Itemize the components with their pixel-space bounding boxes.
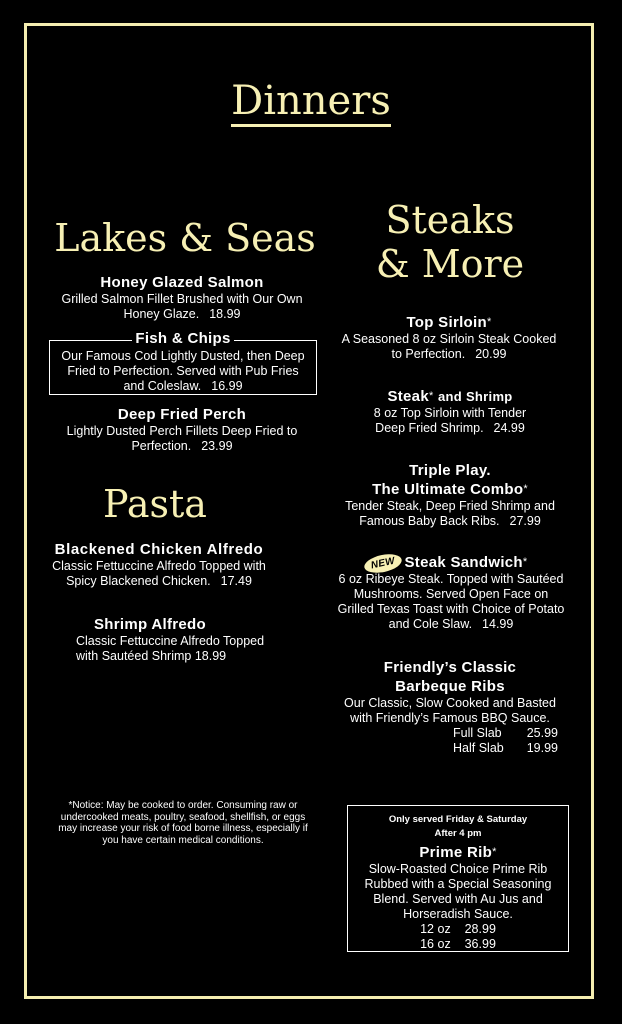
item-desc: Tender Steak, Deep Fried Shrimp and Famous Baby Back Ribs. — [345, 499, 555, 528]
asterisk: * — [492, 846, 497, 858]
asterisk: * — [523, 483, 528, 495]
price-option — [336, 726, 558, 741]
menu-item-top-sirloin — [336, 313, 562, 362]
option-price: 28.99 — [464, 922, 496, 936]
menu-item-deep-fried-perch — [50, 405, 314, 454]
item-price: 24.99 — [493, 421, 525, 435]
item-desc: Classic Fettuccine Alfredo Topped with Sautéed Shrimp — [76, 634, 265, 663]
item-name: Steak Sandwich — [404, 554, 523, 571]
asterisk: * — [522, 556, 528, 568]
price-option — [348, 922, 568, 937]
option-price: 19.99 — [526, 741, 558, 755]
item-name-line: Barbeque Ribs — [395, 678, 505, 695]
time-note: After 4 pm — [434, 828, 482, 839]
item-price: 20.99 — [475, 347, 507, 361]
menu-item-fish-chips — [49, 330, 317, 395]
menu-item-triple-play — [336, 461, 564, 529]
item-desc: 6 oz Ribeye Steak. Topped with Sautéed Mushrooms. Served Open Face on Grilled Texas Toast with Choice of Potato and Cole Slaw. — [337, 572, 565, 631]
item-price: 16.99 — [211, 379, 243, 393]
page-title: Dinners — [0, 78, 622, 124]
item-name: Prime Rib — [419, 844, 493, 861]
item-price: 17.49 — [220, 574, 252, 588]
item-name: Shrimp Alfredo — [94, 616, 206, 633]
item-desc: Grilled Salmon Fillet Brushed with Our Own Honey Glaze. — [61, 292, 303, 321]
lakes-seas-heading: Lakes & Seas — [54, 216, 316, 260]
prime-rib-box — [347, 805, 569, 952]
item-name: Top Sirloin — [406, 314, 487, 331]
item-name-suffix: and Shrimp — [438, 389, 513, 404]
item-desc: Slow-Roasted Choice Prime Rib Rubbed with a Special Seasoning Blend. Served with Au Jus and Horseradish Sauce. — [364, 862, 552, 921]
heading-line: Steaks — [385, 198, 515, 242]
menu-item-bbq-ribs — [336, 658, 564, 756]
item-name: Honey Glazed Salmon — [100, 274, 264, 291]
menu-item-steak-sandwich — [334, 553, 568, 632]
option-label: 16 oz — [420, 937, 451, 951]
food-safety-notice: *Notice: May be cooked to order. Consuming raw or undercooked meats, poultry, seafood, shellfish, or eggs may increase your risk of food borne illness, especially if you have certain medical conditions. — [58, 800, 308, 846]
item-name: Steak — [387, 388, 429, 405]
option-label: 12 oz — [420, 922, 451, 936]
pasta-heading: Pasta — [103, 482, 207, 526]
option-label: Half Slab — [453, 741, 504, 755]
option-label: Full Slab — [453, 726, 502, 740]
menu-item-shrimp-alfredo — [70, 615, 280, 664]
item-name-line: Triple Play. — [409, 462, 491, 479]
item-name: Deep Fried Perch — [117, 406, 247, 423]
item-desc: Our Classic, Slow Cooked and Basted with Friendly’s Famous BBQ Sauce. — [344, 696, 556, 725]
price-option — [336, 741, 558, 756]
item-price: 23.99 — [201, 439, 233, 453]
asterisk: * — [428, 390, 434, 402]
new-badge-icon: NEW — [363, 551, 404, 576]
price-option — [348, 937, 568, 952]
menu-item-blackened-chicken-alfredo — [44, 540, 274, 589]
asterisk: * — [486, 316, 492, 328]
item-name: Fish & Chips — [132, 330, 233, 347]
item-desc: Lightly Dusted Perch Fillets Deep Fried to Perfection. — [66, 424, 298, 453]
availability-note: Only served Friday & Saturday — [388, 814, 528, 825]
item-desc: A Seasoned 8 oz Sirloin Steak Cooked to Perfection. — [341, 332, 557, 361]
item-desc: 8 oz Top Sirloin with Tender Deep Fried Shrimp. — [373, 406, 527, 435]
heading-line: & More — [375, 242, 525, 286]
item-price: 27.99 — [509, 514, 541, 528]
item-name: Blackened Chicken Alfredo — [54, 541, 264, 558]
steaks-more-heading — [345, 198, 555, 286]
item-name-line: Friendly’s Classic — [383, 659, 517, 676]
item-desc: Our Famous Cod Lightly Dusted, then Deep Fried to Perfection. Served with Pub Fries and Coleslaw. — [61, 349, 305, 393]
item-price: 18.99 — [209, 307, 241, 321]
menu-item-honey-glazed-salmon — [50, 273, 314, 322]
item-name-line: The Ultimate Combo — [372, 481, 524, 498]
item-price: 18.99 — [194, 649, 227, 663]
option-price: 36.99 — [464, 937, 496, 951]
item-price: 14.99 — [482, 617, 514, 631]
menu-item-steak-shrimp — [350, 387, 550, 436]
option-price: 25.99 — [526, 726, 558, 740]
item-desc: Classic Fettuccine Alfredo Topped with Spicy Blackened Chicken. — [52, 559, 266, 588]
